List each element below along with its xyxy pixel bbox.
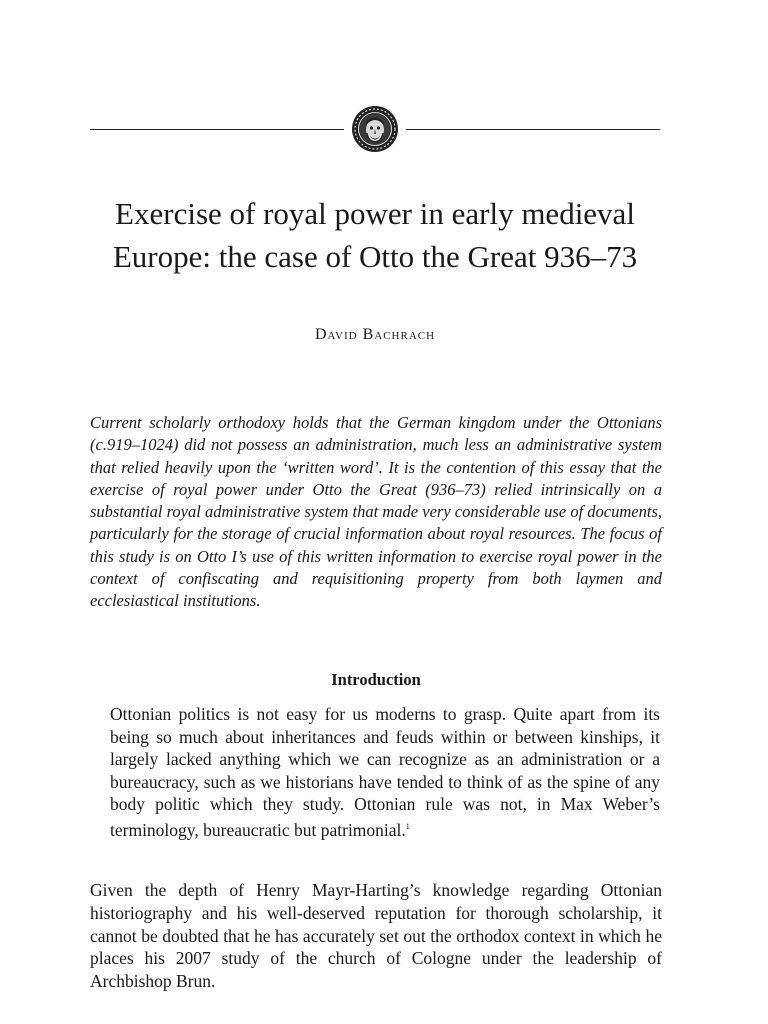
ornament-rule-left xyxy=(90,129,344,130)
article-title: Exercise of royal power in early medieval Europe: the case of Otto the Great 936–73 xyxy=(112,196,638,274)
header-ornament xyxy=(90,105,660,155)
block-quote xyxy=(110,703,660,841)
block-quote-text: Ottonian politics is not easy for us moderns to grasp. Quite apart from its being so much about inheritances and feuds within or between kinships, it largely lacked anything which we can recognize as an administration or a bureaucracy, such as we historians have tended to think of as the spine of any body politic which they study. Ottonian rule was not, in Max Weber’s terminology, bureaucratic but patrimonial. xyxy=(110,704,660,840)
body-paragraph: Given the depth of Henry Mayr-Harting’s knowledge regarding Ottonian historiography and his well-deserved reputation for thorough scholarship, it cannot be doubted that he has accurately set out the orthodox context in which he places his 2007 study of the church of Cologne under the leadership of Archbishop Brun. xyxy=(90,880,662,992)
section-heading-introduction: Introduction xyxy=(331,670,421,689)
footnote-marker[interactable]: 1 xyxy=(405,821,410,831)
ornament-rule-right xyxy=(406,129,660,130)
article-author: David Bachrach xyxy=(314,326,436,343)
article-abstract: Current scholarly orthodoxy holds that the German kingdom under the Ottonians (c.919–1024) did not possess an administration, much less an administrative system that relied heavily upon the ‘written word’. It is the contention of this essay that the exercise of royal power under Otto the Great (936–73) relied intrinsically on a substantial royal administrative system that made very considerable use of documents, particularly for the storage of crucial information about royal resources. The focus of this study is on Otto I’s use of this written information to exercise royal power in the context of confiscating and requisitioning property from both laymen and ecclesiastical institutions. xyxy=(90,413,662,611)
medallion-face-icon xyxy=(351,105,399,153)
